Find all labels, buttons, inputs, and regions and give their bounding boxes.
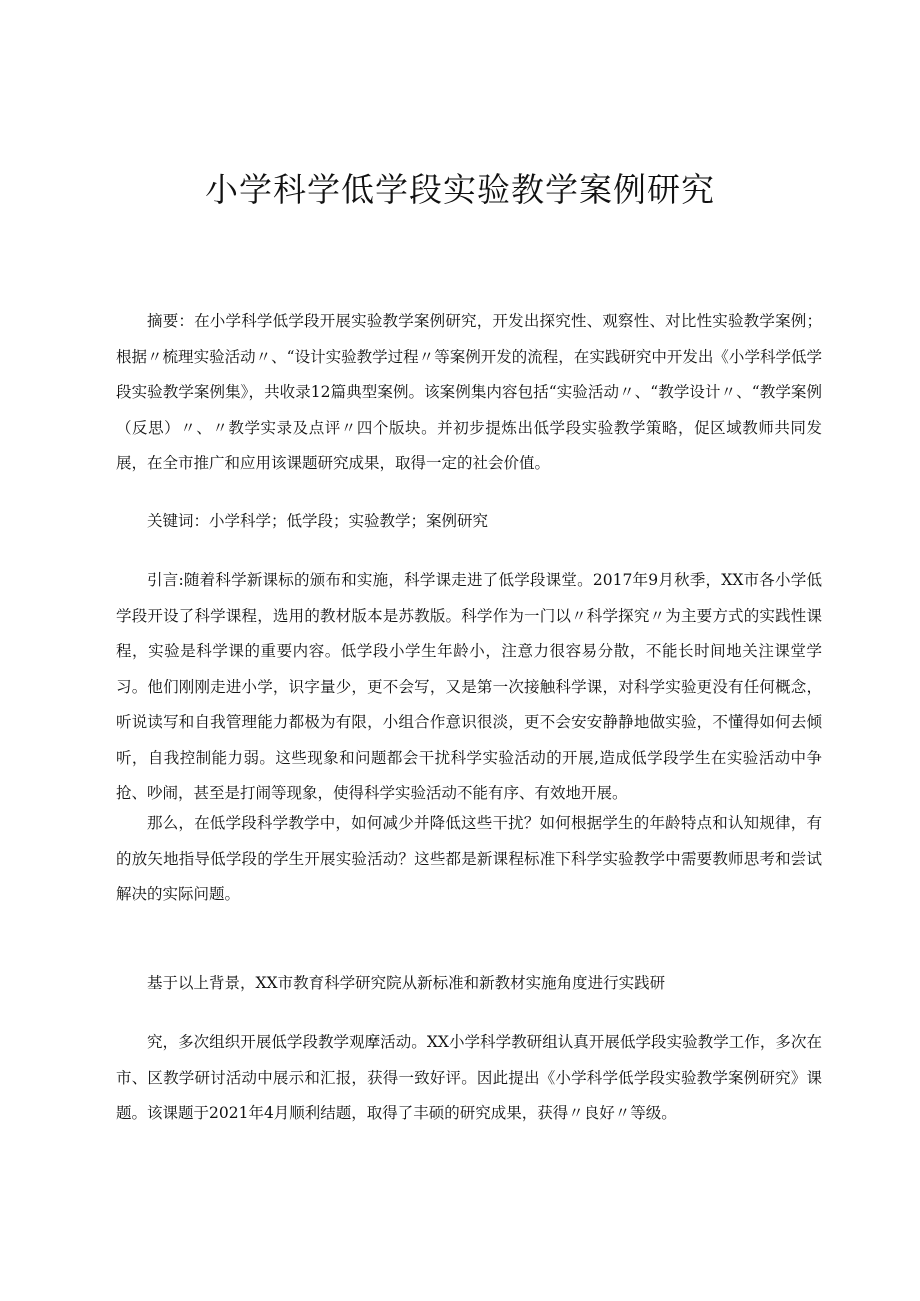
question-paragraph: 那么，在低学段科学教学中，如何减少并降低这些干扰？如何根据学生的年龄特点和认知规律，有的放矢地指导低学段的学生开展实验活动？这些都是新课程标准下科学实验教学中需要教师思考和尝试解决的实际问题。 <box>116 814 822 903</box>
abstract-paragraph: 摘要：在小学科学低学段开展实验教学案例研究，开发出探究性、观察性、对比性实验教学案例；根据〃梳理实验活动〃、“设计实验教学过程〃等案例开发的流程，在实践研究中开发出《小学科学低学段实验教学案例集》，共收录12篇典型案例。该案例集内容包括“实验活动〃、“教学设计〃、“教学案例（反思）〃、〃教学实录及点评〃四个版块。并初步提炼出低学段实验教学策略，促区域教师共同发展，在全市推广和应用该课题研究成果，取得一定的社会价值。 <box>116 312 822 472</box>
intro-paragraph: 引言:随着科学新课标的颁布和实施，科学课走进了低学段课堂。2017年9月秋季，XX市各小学低学段开设了科学课程，选用的教材版本是苏教版。科学作为一门以〃科学探究〃为主要方式的实践性课程，实验是科学课的重要内容。低学段小学生年龄小，注意力很容易分散，不能长时间地关注课堂学习。他们刚刚走进小学，识字量少，更不会写，又是第一次接触科学课，对科学实验更没有任何概念，听说读写和自我管理能力都极为有限，小组合作意识很淡，更不会安安静静地做实验，不懂得如何去倾听，自我控制能力弱。这些现象和问题都会干扰科学实验活动的开展,造成低学段学生在实验活动中争抢、吵闹，甚至是打闹等现象，使得科学实验活动不能有序、有效地开展。 <box>116 571 822 802</box>
document-title: 小学科学低学段实验教学案例研究 <box>205 170 715 209</box>
background-paragraph: 基于以上背景，XX市教育科学研究院从新标准和新教材实施角度进行实践研 <box>147 974 666 992</box>
background-continuation-paragraph: 究，多次组织开展低学段教学观摩活动。XX小学科学教研组认真开展低学段实验教学工作，多次在市、区教学研讨活动中展示和汇报，获得一致好评。因此提出《小学科学低学段实验教学案例研究》课题。该课题于2021年4月顺利结题，取得了丰硕的研究成果，获得〃良好〃等级。 <box>116 1033 822 1122</box>
keywords-paragraph: 关键词：小学科学；低学段；实验教学；案例研究 <box>147 512 489 530</box>
